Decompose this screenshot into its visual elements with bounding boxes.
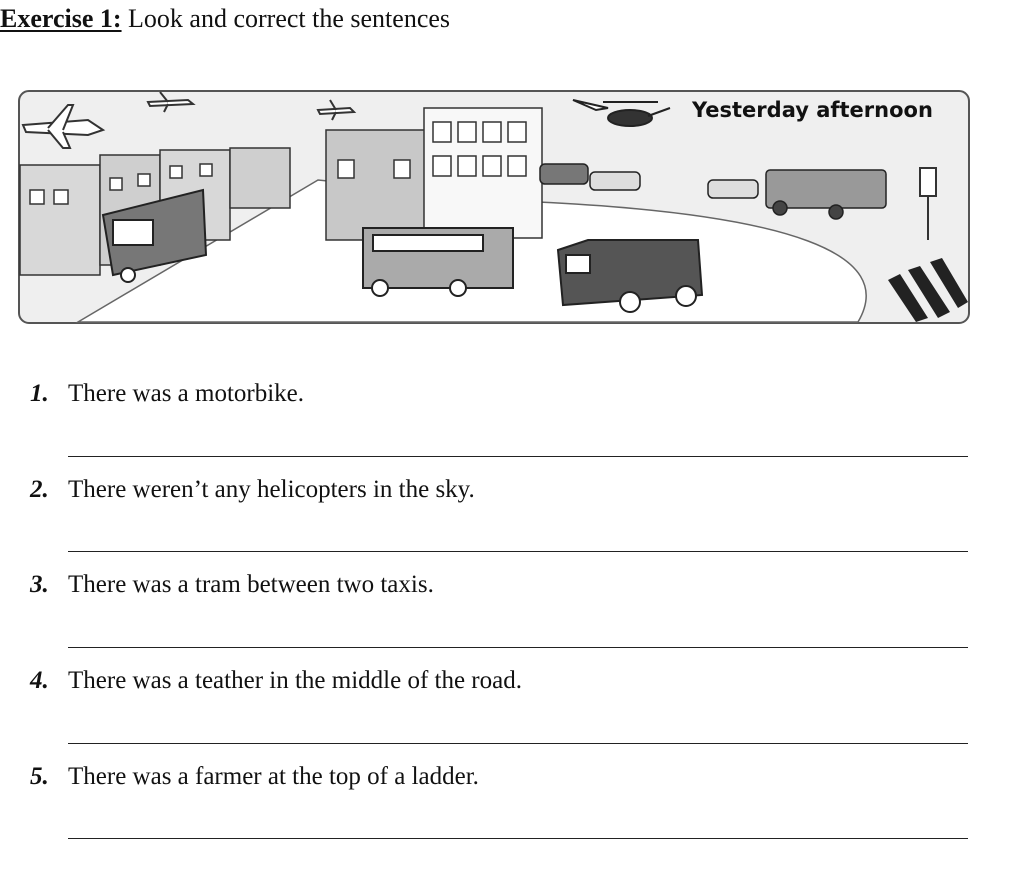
answer-line-5[interactable] (68, 838, 968, 839)
street-scene-illustration (18, 90, 970, 324)
question-number: 3. (30, 571, 49, 598)
question-text: There was a teather in the middle of the road. (68, 667, 522, 694)
answer-line-4[interactable] (68, 743, 968, 744)
question-text: There weren’t any helicopters in the sky. (68, 476, 475, 503)
question-number: 1. (30, 380, 49, 407)
question-1 (30, 380, 304, 408)
answer-line-3[interactable] (68, 647, 968, 648)
answer-line-2[interactable] (68, 551, 968, 552)
lorry (558, 240, 702, 312)
exercise-label: Exercise 1: (0, 4, 122, 33)
question-text: There was a farmer at the top of a ladder. (68, 763, 479, 790)
question-4 (30, 667, 522, 695)
answer-line-1[interactable] (68, 456, 968, 457)
exercise-instruction: Look and correct the sentences (128, 4, 451, 33)
question-text: There was a motorbike. (68, 380, 305, 407)
question-number: 5. (30, 763, 49, 790)
question-number: 2. (30, 476, 49, 503)
question-3 (30, 571, 434, 599)
question-text: There was a tram between two taxis. (68, 571, 434, 598)
exercise-heading (0, 4, 450, 34)
tram (363, 228, 513, 296)
question-2 (30, 476, 475, 504)
question-5 (30, 763, 479, 791)
scene-caption: Yesterday afternoon (692, 98, 933, 122)
question-number: 4. (30, 667, 49, 694)
